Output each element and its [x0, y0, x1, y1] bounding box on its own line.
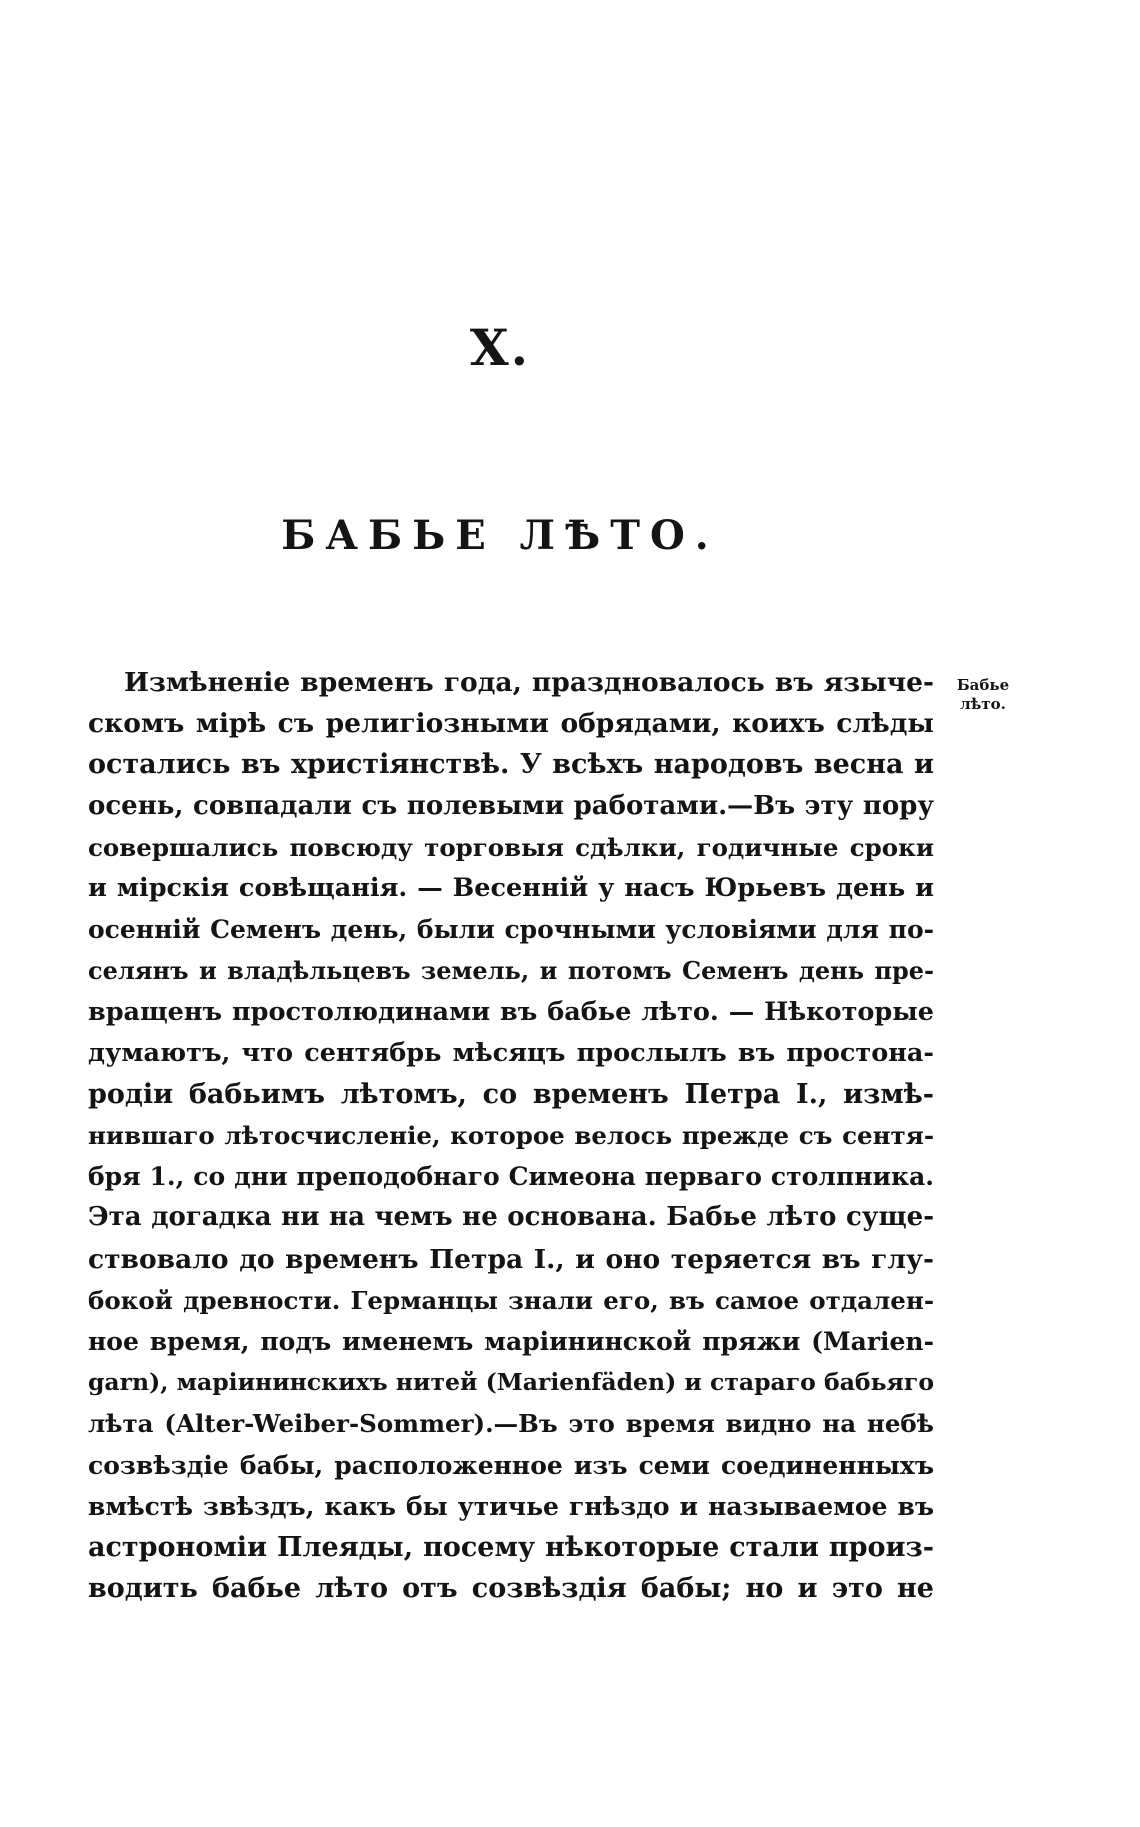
margin-note-line: лѣто.: [960, 695, 1006, 713]
text-line: родіи бабьимъ лѣтомъ, со временъ Петра I., измѣ-: [88, 1078, 934, 1110]
text-line: нившаго лѣтосчисленіе, которое велось прежде съ сентя-: [88, 1121, 934, 1151]
text-line: думаютъ, что сентябрь мѣсяцъ прослылъ въ простона-: [88, 1037, 934, 1068]
text-line: вмѣстѣ звѣздъ, какъ бы утичье гнѣздо и называемое въ: [88, 1491, 934, 1521]
body-paragraph: [88, 662, 934, 1609]
chapter-number: X.: [469, 318, 531, 377]
text-line: Измѣненіе временъ года, праздновалось въ языче-: [124, 667, 934, 698]
text-line: созвѣздіе бабы, расположенное изъ семи соединенныхъ: [88, 1450, 934, 1480]
text-line: селянъ и владѣльцевъ земель, и потомъ Семенъ день пре-: [88, 956, 934, 986]
text-line: garn), маріининскихъ нитей (Marienfäden) и стараго бабьяго: [88, 1368, 934, 1397]
text-line: осень, совпадали съ полевыми работами.—Въ эту пору: [88, 790, 934, 821]
text-line: ствовало до временъ Петра I., и оно теряется въ глу-: [88, 1243, 934, 1275]
margin-note: [948, 676, 1018, 714]
text-line: вращенъ простолюдинами въ бабье лѣто. — Нѣкоторые: [88, 996, 934, 1027]
text-line: астрономіи Плеяды, посему нѣкоторые стали произ-: [88, 1531, 934, 1563]
text-line: ное время, подъ именемъ маріининской пряжи (Marien-: [88, 1327, 934, 1356]
text-line: осенній Семенъ день, были срочными условіями для по-: [88, 915, 934, 945]
margin-note-line: Бабье: [956, 676, 1010, 694]
text-line: водить бабье лѣто отъ созвѣздія бабы; но и это не: [88, 1573, 934, 1605]
text-line: и мірскія совѣщанія. — Весенній у насъ Юрьевъ день и: [88, 872, 934, 903]
text-line: скомъ мірѣ съ религіозными обрядами, коихъ слѣды: [88, 708, 934, 740]
text-line: бря 1., со дни преподобнаго Симеона перваго столпника.: [88, 1162, 934, 1192]
text-line: бокой древности. Германцы знали его, въ самое отдален-: [88, 1285, 934, 1315]
chapter-title: БАБЬЕ ЛѢТО.: [281, 512, 719, 559]
text-line: Эта догадка ни на чемъ не основана. Бабье лѣто суще-: [88, 1202, 934, 1233]
text-line: остались въ христіянствѣ. У всѣхъ народовъ весна и: [88, 749, 934, 781]
text-line: лѣта (Alter-Weiber-Sommer).—Въ это время видно на небѣ: [88, 1409, 934, 1439]
text-line: совершались повсюду торговыя сдѣлки, годичные сроки: [88, 832, 934, 862]
